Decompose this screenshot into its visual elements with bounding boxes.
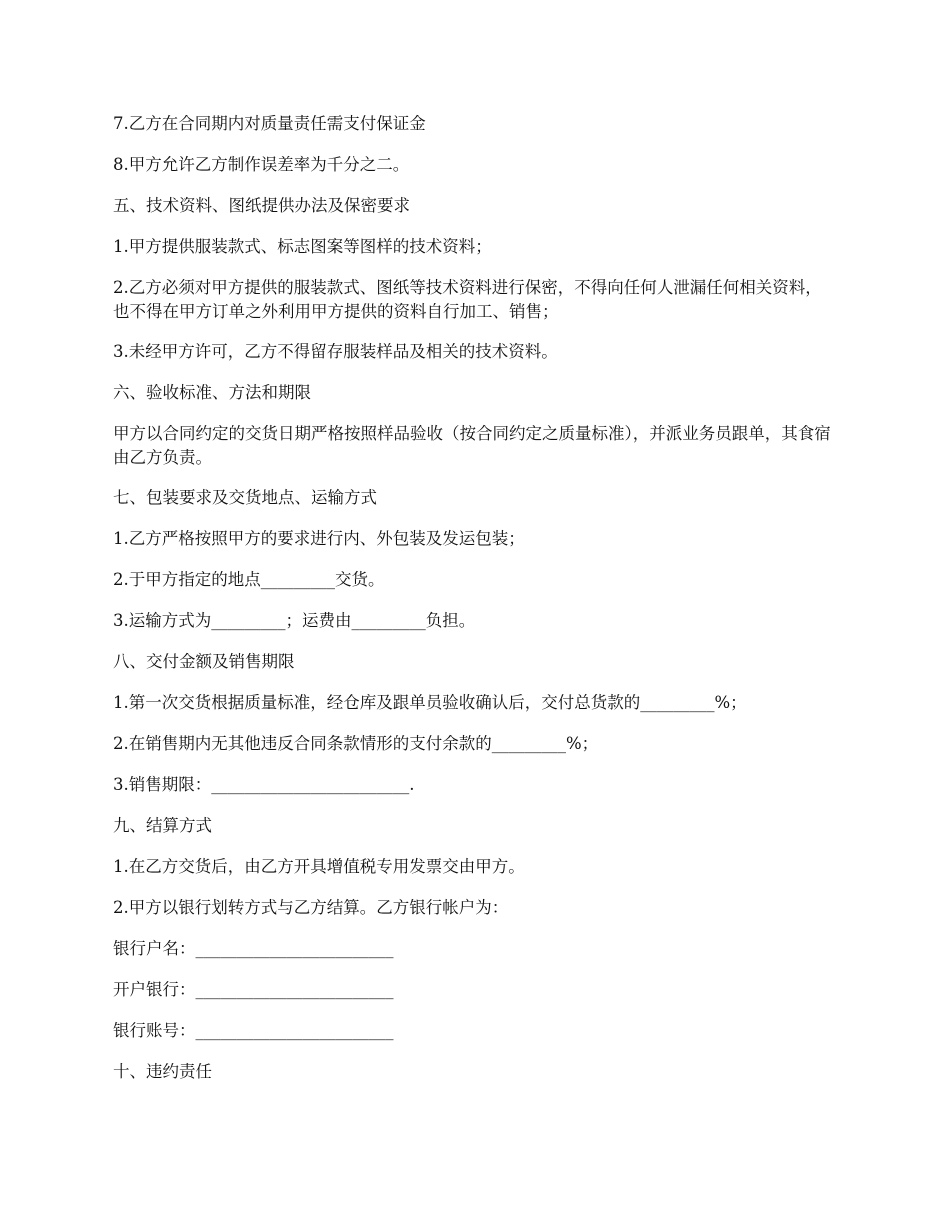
section-8-heading: 八、交付金额及销售期限: [113, 652, 295, 671]
section-10-heading: 十、违约责任: [113, 1062, 212, 1081]
clause-7-deposit: 7.乙方在合同期内对质量责任需支付保证金: [113, 114, 426, 133]
section-8-clause-3: 3.销售期限：________________________.: [113, 775, 415, 794]
section-5-heading: 五、技术资料、图纸提供办法及保密要求: [113, 196, 410, 215]
document-body: [113, 112, 835, 1101]
section-7-clause-3: 3.运输方式为_________；运费由_________负担。: [113, 611, 476, 630]
section-8-clause-2: 2.在销售期内无其他违反合同条款情形的支付余款的_________%；: [113, 734, 599, 753]
section-9-heading: 九、结算方式: [113, 816, 212, 835]
section-5-clause-2: 2.乙方必须对甲方提供的服装款式、图纸等技术资料进行保密，不得向任何人泄漏任何相关资料，也不得在甲方订单之外利用甲方提供的资料自行加工、销售；: [113, 278, 822, 321]
bank-account-number: 银行账号：________________________: [113, 1021, 394, 1040]
section-9-clause-2: 2.甲方以银行划转方式与乙方结算。乙方银行帐户为：: [113, 898, 509, 917]
section-6-heading: 六、验收标准、方法和期限: [113, 383, 311, 402]
bank-account-name: 银行户名：________________________: [113, 939, 394, 958]
section-7-clause-1: 1.乙方严格按照甲方的要求进行内、外包装及发运包装；: [113, 529, 525, 548]
section-9-clause-1: 1.在乙方交货后，由乙方开具增值税专用发票交由甲方。: [113, 857, 525, 876]
section-7-heading: 七、包装要求及交货地点、运输方式: [113, 488, 377, 507]
clause-8-error-rate: 8.甲方允许乙方制作误差率为千分之二。: [113, 155, 410, 174]
section-8-clause-1: 1.第一次交货根据质量标准，经仓库及跟单员验收确认后，交付总货款的_________%；: [113, 693, 747, 712]
section-5-clause-1: 1.甲方提供服装款式、标志图案等图样的技术资料；: [113, 237, 492, 256]
section-6-body: 甲方以合同约定的交货日期严格按照样品验收（按合同约定之质量标准），并派业务员跟单，其食宿由乙方负责。: [113, 424, 831, 467]
section-7-clause-2: 2.于甲方指定的地点_________交货。: [113, 570, 385, 589]
section-5-clause-3: 3.未经甲方许可，乙方不得留存服装样品及相关的技术资料。: [113, 342, 558, 361]
bank-name: 开户银行：________________________: [113, 980, 394, 999]
